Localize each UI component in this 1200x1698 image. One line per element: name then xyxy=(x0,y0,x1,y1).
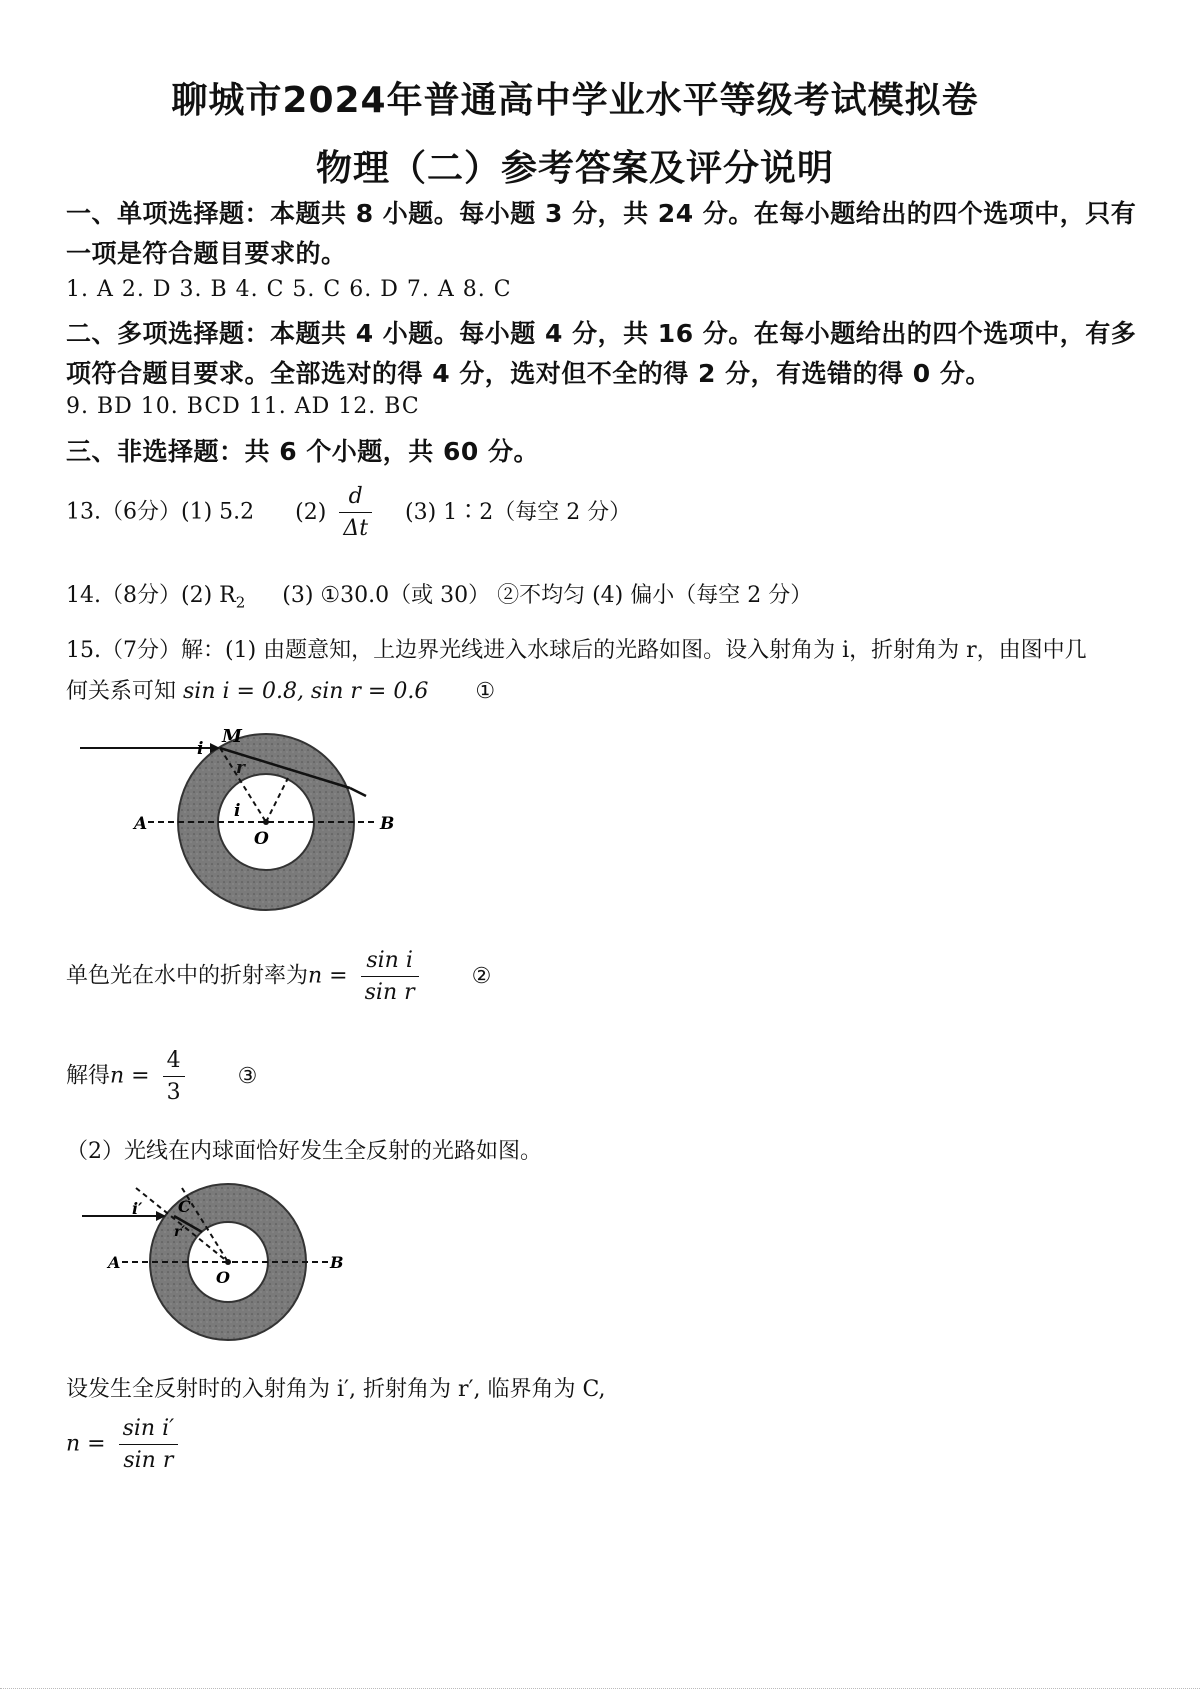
label-i-top: i xyxy=(197,739,204,759)
label-i-inner: i xyxy=(234,801,241,821)
q13-part2: (2) xyxy=(295,499,327,525)
q15-eq3-den: 3 xyxy=(166,1080,181,1105)
q13-frac-num: d xyxy=(339,484,372,513)
q15-line2-text: 何关系可知 xyxy=(66,679,177,704)
center-dot-2 xyxy=(225,1259,231,1265)
q13-part3: (3) 1∶2（每空 2 分） xyxy=(405,499,632,525)
label-A: A xyxy=(134,814,148,834)
label-M: M xyxy=(222,726,242,747)
section1-answers: 1. A 2. D 3. B 4. C 5. C 6. D 7. A 8. C xyxy=(66,277,512,302)
q15-mark2: ② xyxy=(471,963,492,989)
label-C: C xyxy=(178,1197,191,1216)
q13-prefix: 13.（6分）(1) 5.2 xyxy=(66,499,255,525)
label-A-2: A xyxy=(108,1253,121,1272)
section2-answers: 9. BD 10. BCD 11. AD 12. BC xyxy=(66,394,420,419)
q15-line1: 15.（7分）解：(1) 由题意知，上边界光线进入水球后的光路如图。设入射角为 i，折射角为 r，由图中几 xyxy=(66,638,1087,663)
q14-text-b: (3) ①30.0（或 30） ②不均匀 (4) 偏小（每空 2 分） xyxy=(282,583,813,608)
figure2-diagram xyxy=(70,1180,370,1350)
q15-eq2-text: 单色光在水中的折射率为 xyxy=(66,963,309,989)
exit-ray xyxy=(350,788,366,796)
main-title: 聊城市2024年普通高中学业水平等级考试模拟卷 xyxy=(171,80,979,121)
bottom-dotted-divider xyxy=(0,1688,1200,1689)
q15-eq3 xyxy=(66,1048,257,1105)
q14-line xyxy=(66,578,812,611)
label-O: O xyxy=(254,829,269,849)
q15-eq4 xyxy=(66,1416,184,1473)
q15-eq2 xyxy=(66,948,491,1005)
q13-fraction xyxy=(339,484,372,541)
q15-line2-formula: sin i = 0.8, sin r = 0.6 xyxy=(183,679,429,704)
q15-eq3-lhs: n = xyxy=(110,1063,150,1089)
q15-eq4-num: sin i′ xyxy=(119,1416,179,1445)
q14-text-a: 14.（8分）(2) R xyxy=(66,583,236,608)
label-i-prime: i′ xyxy=(132,1199,143,1218)
section2-heading-line2: 项符合题目要求。全部选对的得 4 分，选对但不全的得 2 分，有选错的得 0 分。 xyxy=(66,359,991,388)
q15-eq2-lhs: n = xyxy=(308,963,348,989)
q13-frac-den: Δt xyxy=(343,516,369,541)
label-B: B xyxy=(380,814,395,834)
q15-line2 xyxy=(66,674,495,705)
q15-eq3-fraction xyxy=(163,1048,185,1105)
label-r-prime: r′ xyxy=(174,1224,186,1240)
section3-heading: 三、非选择题：共 6 个小题，共 60 分。 xyxy=(66,437,540,466)
q15-eq3-num: 4 xyxy=(163,1048,185,1077)
label-B-2: B xyxy=(330,1253,344,1272)
q15-mark3: ③ xyxy=(237,1063,258,1089)
q15-eq4-fraction xyxy=(119,1416,179,1473)
section1-heading-line1: 一、单项选择题：本题共 8 小题。每小题 3 分，共 24 分。在每小题给出的四个选项中，只有 xyxy=(66,199,1137,228)
label-O-2: O xyxy=(216,1268,230,1287)
q15-eq4-den: sin r xyxy=(123,1448,174,1473)
q15-eq2-den: sin r xyxy=(364,980,415,1005)
center-dot xyxy=(263,819,269,825)
section1-heading-line2: 一项是符合题目要求的。 xyxy=(66,239,347,268)
q15-eq2-num: sin i xyxy=(361,948,419,977)
section2-heading-line1: 二、多项选择题：本题共 4 小题。每小题 4 分，共 16 分。在每小题给出的四个选项中，有多 xyxy=(66,319,1137,348)
sub-title: 物理（二）参考答案及评分说明 xyxy=(315,148,834,189)
q15-mark1: ① xyxy=(475,679,496,704)
q15-eq4-lhs: n = xyxy=(66,1431,106,1457)
q13-line xyxy=(66,484,631,541)
q15-eq3-text: 解得 xyxy=(66,1063,111,1089)
figure1-diagram xyxy=(60,718,420,928)
label-r: r xyxy=(236,758,245,778)
q14-subscript: 2 xyxy=(235,593,246,612)
q15-part2: （2）光线在内球面恰好发生全反射的光路如图。 xyxy=(66,1139,542,1164)
q15-part2-desc: 设发生全反射时的入射角为 i′, 折射角为 r′, 临界角为 C, xyxy=(66,1377,606,1402)
q15-eq2-fraction xyxy=(361,948,419,1005)
